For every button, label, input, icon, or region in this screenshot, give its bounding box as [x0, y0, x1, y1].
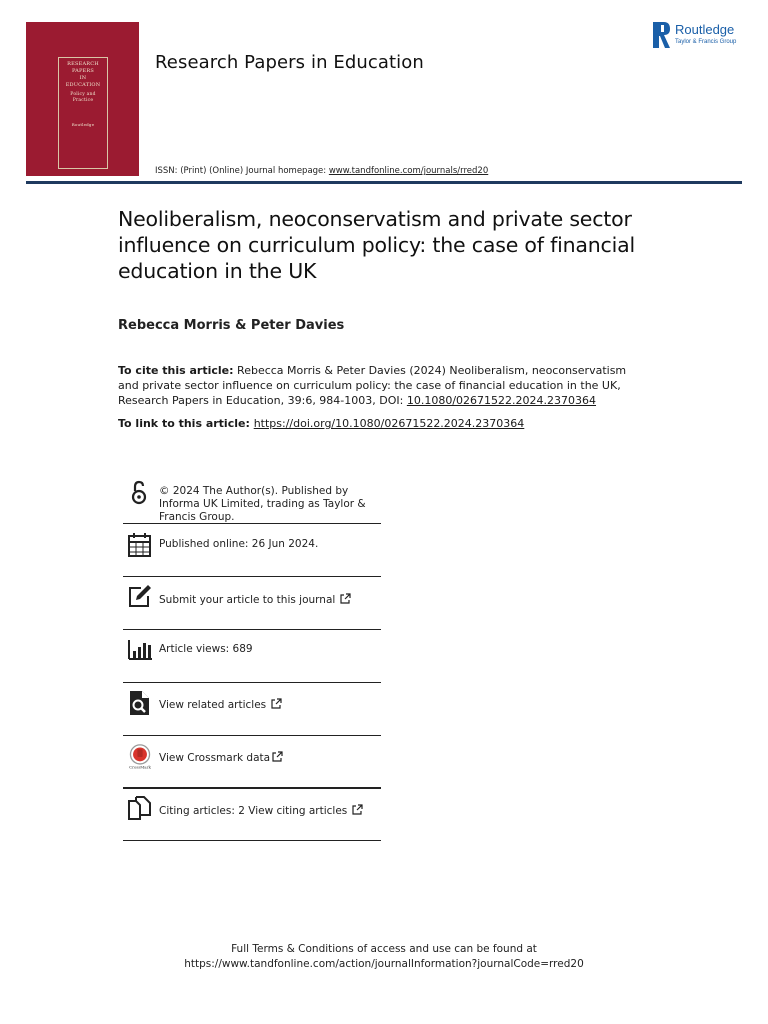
citing-articles-link[interactable]	[123, 789, 381, 841]
header-divider	[26, 181, 742, 184]
external-link-icon	[340, 593, 351, 604]
journal-homepage-link[interactable]: www.tandfonline.com/journals/rred20	[328, 166, 489, 176]
cover-publisher: Routledge	[71, 122, 95, 127]
footer-terms-link[interactable]: https://www.tandfonline.com/action/journalInformation?journalCode=rred20	[184, 958, 584, 970]
submit-article-link[interactable]	[123, 577, 381, 629]
external-link-icon	[272, 751, 283, 762]
crossmark-icon	[127, 744, 153, 770]
issn-line	[155, 166, 488, 176]
related-articles-text: View related articles	[159, 699, 267, 711]
open-access-notice	[123, 478, 381, 524]
cover-text-panel	[58, 57, 108, 169]
submit-article-item	[159, 593, 383, 607]
cover-subtitle: Practice	[72, 98, 94, 103]
crossmark-icon-label: CrossMark	[129, 764, 151, 770]
cover-line: IN	[79, 75, 87, 81]
related-articles-link[interactable]	[123, 683, 381, 735]
article-views-text: Article views: 689	[159, 643, 253, 655]
related-articles-item	[159, 698, 383, 712]
edit-pencil-icon	[127, 584, 153, 610]
calendar-icon	[127, 532, 153, 558]
footer-line-1: Full Terms & Conditions of access and use can be found at	[231, 943, 537, 955]
doi-link[interactable]: 10.1080/02671522.2024.2370364	[406, 394, 597, 407]
journal-title: Research Papers in Education	[155, 52, 424, 73]
bar-chart-icon	[127, 637, 153, 663]
external-link-icon	[271, 698, 282, 709]
cover-line: PAPERS	[72, 68, 94, 74]
routledge-logo	[653, 22, 745, 50]
crossmark-item	[159, 751, 383, 765]
cover-subtitle: Policy and	[70, 92, 96, 97]
citing-documents-icon	[127, 795, 153, 821]
open-access-icon	[127, 480, 153, 506]
citing-articles-text: Citing articles: 2 View citing articles	[159, 805, 348, 817]
cite-text: Rebecca Morris & Peter Davies (2024) Neoliberalism, neoconservatism and private sector influence on curriculum policy: the case of financial education in the UK, Research Papers in Education, 39:6, 984-1003, DOI:	[118, 364, 627, 407]
issn-text: ISSN: (Print) (Online) Journal homepage:	[155, 166, 329, 176]
cover-line: EDUCATION	[65, 82, 101, 88]
published-date-item	[123, 524, 381, 576]
article-views-item	[123, 630, 381, 682]
routledge-r-icon	[653, 22, 671, 48]
terms-footer	[0, 942, 768, 972]
cite-label: To cite this article:	[118, 364, 234, 377]
cover-line: RESEARCH	[67, 61, 99, 67]
crossmark-text: View Crossmark data	[159, 752, 271, 764]
link-to-article	[118, 417, 524, 430]
article-title: Neoliberalism, neoconservatism and private sector influence on curriculum policy: the case of financial education in the UK	[118, 207, 635, 283]
publisher-name: Routledge	[675, 22, 735, 37]
document-search-icon	[127, 690, 153, 716]
published-date-text: Published online: 26 Jun 2024.	[159, 538, 319, 550]
cover-decoration	[130, 170, 139, 176]
external-link-icon	[352, 804, 363, 815]
crossmark-link[interactable]	[123, 736, 381, 788]
journal-cover-image	[26, 22, 139, 176]
citation-block	[118, 363, 648, 408]
publisher-tagline: Taylor & Francis Group	[675, 39, 737, 45]
submit-article-text: Submit your article to this journal	[159, 594, 336, 606]
citing-articles-item	[159, 804, 383, 818]
open-access-text: © 2024 The Author(s). Published by Informa UK Limited, trading as Taylor & Francis Group.	[159, 485, 366, 523]
item-divider	[123, 840, 381, 841]
article-url-link[interactable]: https://doi.org/10.1080/02671522.2024.2370364	[253, 417, 525, 430]
link-label: To link to this article:	[118, 417, 254, 430]
article-authors: Rebecca Morris & Peter Davies	[118, 318, 345, 333]
